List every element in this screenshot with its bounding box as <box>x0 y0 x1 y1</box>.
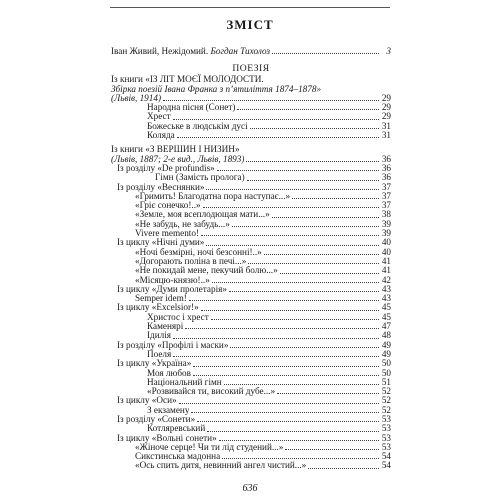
toc-entry-label: Vivere memento! <box>135 229 199 239</box>
dot-leader <box>285 449 379 450</box>
toc-entry[interactable]: Хрест 29 <box>147 111 391 122</box>
toc-entry-label: Ідилія <box>147 331 172 341</box>
toc-entry[interactable] <box>111 248 391 257</box>
toc-entry[interactable] <box>111 322 391 331</box>
dot-leader <box>193 366 379 367</box>
dot-leader <box>191 412 379 413</box>
page-number: 49 <box>381 348 391 359</box>
toc-entry[interactable]: Народна пісня (Сонет) 29 <box>147 102 391 113</box>
intro-author: Богдан Тихолоз <box>210 47 271 56</box>
dot-leader <box>224 384 379 385</box>
page-number: 40 <box>381 246 391 257</box>
page-number: 43 <box>381 283 391 294</box>
toc-entry-label: Моя любов <box>147 368 191 378</box>
dot-leader <box>264 254 379 255</box>
toc-entry-label: «Розвивайся ти, високий дубе...» <box>147 387 276 397</box>
dot-leader <box>229 291 379 292</box>
intro-label: Іван Живий, Нежідомий. <box>111 47 209 56</box>
toc-entry-label: Із розділу «De profundis» <box>117 163 215 173</box>
toc-entry[interactable] <box>111 238 391 247</box>
toc-entry[interactable] <box>111 303 391 312</box>
toc-entry-intro[interactable] <box>111 47 391 56</box>
page-number: 54 <box>381 460 391 471</box>
toc-entry[interactable] <box>111 424 391 433</box>
toc-entry[interactable] <box>111 387 391 396</box>
page-number: 36 <box>381 162 391 173</box>
toc-entry-label: «Земле, моя всеплодющая мати...» <box>135 210 270 220</box>
toc-entry-label: Із розділу «Сонети» <box>117 414 196 424</box>
dot-leader <box>272 53 379 54</box>
dot-leader <box>207 431 379 432</box>
page-number-footer: 636 <box>242 483 258 494</box>
page-number: 38 <box>381 209 391 220</box>
table-of-contents <box>111 47 391 471</box>
book-heading-1: Із книги «ІЗ ЛІТ МОЄЇ МОЛОДОСТИ. <box>111 74 264 85</box>
dot-leader <box>185 328 379 329</box>
toc-entry[interactable] <box>111 183 391 192</box>
page-number: 43 <box>381 293 391 304</box>
toc-entry-label: «Не покидай мене, пекучий болю...» <box>135 266 278 276</box>
dot-leader <box>212 282 379 283</box>
page-number: 53 <box>381 423 391 434</box>
dot-leader <box>248 263 379 264</box>
page-number: 52 <box>381 386 391 397</box>
book-subtitle-1: Збірка поезій Івана Франка з п’ятиліття 1874–1878» <box>111 83 322 94</box>
dot-leader <box>230 347 379 348</box>
toc-entry-label: Христос і хрест <box>147 312 209 322</box>
toc-entry-label: Гімн (Замість пролога) <box>155 173 245 183</box>
dot-leader <box>189 300 379 301</box>
toc-entry[interactable] <box>111 173 391 182</box>
toc-entry-label: «Гримить! Благодатна пора наступає...» <box>135 191 291 201</box>
toc-entry[interactable] <box>111 415 391 424</box>
toc-entry-label: З екзамену <box>147 405 190 415</box>
page-number: 37 <box>381 181 391 192</box>
page-number: 50 <box>381 367 391 378</box>
toc-entry[interactable]: Божеське в людськім дусі 31 <box>147 120 391 131</box>
toc-entry[interactable] <box>111 378 391 387</box>
toc-entry-label: «Місяцю-князю!..» <box>135 275 210 285</box>
dot-leader <box>206 245 379 246</box>
page-number: 50 <box>381 358 391 369</box>
toc-entry[interactable] <box>111 461 391 470</box>
toc-entry-book-1[interactable]: (Львів, 1914) 29 <box>111 92 391 103</box>
page-number: 52 <box>381 404 391 415</box>
dot-leader <box>201 235 379 236</box>
toc-entry[interactable] <box>111 434 391 443</box>
toc-entries <box>111 164 391 471</box>
toc-entry-book-2[interactable]: (Львів, 1887; 2-е вид., Львів, 1893) 36 <box>111 153 391 164</box>
toc-entry-label: «Ночі безмірні, ночі безсонні!..» <box>135 247 262 257</box>
toc-entry[interactable] <box>111 276 391 285</box>
toc-entry-label: Із розділу «Профілі і маски» <box>117 340 229 350</box>
dot-leader <box>206 189 379 190</box>
toc-entry[interactable] <box>111 369 391 378</box>
toc-entry[interactable] <box>111 406 391 415</box>
dot-leader <box>292 198 379 199</box>
dot-leader <box>211 319 379 320</box>
toc-entry[interactable] <box>111 192 391 201</box>
dot-leader <box>163 100 379 101</box>
toc-entry-label: Національний гімн <box>147 377 222 387</box>
toc-entry[interactable] <box>111 220 391 229</box>
toc-entry-label: Із циклу «Excelsior!» <box>117 303 199 313</box>
toc-entry[interactable]: Коляда 31 <box>147 130 391 141</box>
toc-entry[interactable] <box>111 164 391 173</box>
toc-entry[interactable] <box>111 396 391 405</box>
toc-entry[interactable] <box>111 452 391 461</box>
toc-entry[interactable] <box>111 350 391 359</box>
toc-entry[interactable] <box>111 229 391 238</box>
section-heading: ПОЕЗІЯ <box>232 63 270 75</box>
dot-leader <box>197 421 379 422</box>
toc-entry-label: «Жіноче серце! Чи ти лід студений...» <box>135 442 284 452</box>
page-number: 40 <box>381 237 391 248</box>
toc-entry-label: Із циклу «Україна» <box>117 359 192 369</box>
toc-entry-label: Із розділу «Веснянки» <box>117 182 205 192</box>
toc-entry[interactable] <box>111 313 391 322</box>
page-number: 42 <box>381 274 391 285</box>
dot-leader <box>246 161 379 162</box>
toc-entry[interactable] <box>111 443 391 452</box>
page-number: 41 <box>381 265 391 276</box>
dot-leader <box>232 226 379 227</box>
toc-entry-label: Із циклу «Оси» <box>117 396 177 406</box>
page-number: 3 <box>386 46 391 56</box>
toc-entry-label: Каменярі <box>147 322 184 332</box>
toc-entry-label: Із циклу «Думи пролетарія» <box>117 284 227 294</box>
page-number: 45 <box>381 311 391 322</box>
toc-entry-label: Поеля <box>147 349 172 359</box>
dot-leader <box>247 180 379 181</box>
toc-entry-label: «Догорають поліна в печі...» <box>135 256 247 266</box>
toc-entry-label: Semper idem! <box>135 294 187 304</box>
page-number: 47 <box>381 321 391 332</box>
dot-leader <box>203 207 379 208</box>
toc-entry-label: Котляревський <box>147 424 206 434</box>
toc-entry-label: «Ось спить дитя, невинний ангел чистий...» <box>135 461 307 471</box>
page-number: 36 <box>381 172 391 183</box>
page-number: 37 <box>381 190 391 201</box>
dot-leader <box>179 403 379 404</box>
toc-entry-label: Із циклу «Нічні думи» <box>117 238 205 248</box>
dot-leader <box>193 375 379 376</box>
toc-entry-label: Із циклу «Вольні сонети» <box>117 433 217 443</box>
dot-leader <box>217 170 379 171</box>
toc-entry[interactable] <box>111 341 391 350</box>
book-heading-2: Із книги «З ВЕРШИН І НИЗИН» <box>111 144 240 155</box>
page-number: 52 <box>381 395 391 406</box>
dot-leader <box>272 217 379 218</box>
page-number: 48 <box>381 330 391 341</box>
toc-entry[interactable] <box>111 266 391 275</box>
dot-leader <box>277 393 379 394</box>
dot-leader <box>222 458 379 459</box>
page-title: ЗМІСТ <box>226 17 274 32</box>
page-number: 37 <box>381 200 391 211</box>
dot-leader <box>280 273 379 274</box>
toc-entry-label: Сикстинська мадонна <box>135 452 221 462</box>
page-number: 49 <box>381 339 391 350</box>
toc-entry-label: «Гріє сонечко!..» <box>135 201 201 211</box>
page-number: 51 <box>381 376 391 387</box>
page-number: 39 <box>381 228 391 239</box>
page-number: 45 <box>381 302 391 313</box>
dot-leader <box>173 338 379 339</box>
toc-entry[interactable] <box>111 359 391 368</box>
page-number: 39 <box>381 218 391 229</box>
dot-leader <box>308 468 379 469</box>
toc-entry-label: «Не забудь, не забудь...» <box>135 219 230 229</box>
page-number: 53 <box>381 413 391 424</box>
page-number: 53 <box>381 432 391 443</box>
toc-entry[interactable] <box>111 294 391 303</box>
toc-entry[interactable] <box>111 285 391 294</box>
dot-leader <box>219 440 379 441</box>
toc-entry[interactable] <box>111 257 391 266</box>
page-number: 53 <box>381 441 391 452</box>
page-number: 41 <box>381 255 391 266</box>
page-number: 36 <box>381 153 391 164</box>
dot-leader <box>201 310 379 311</box>
toc-entry[interactable] <box>111 201 391 210</box>
page-number: 29 <box>381 92 391 103</box>
toc-entry[interactable] <box>111 210 391 219</box>
toc-entry[interactable] <box>111 331 391 340</box>
dot-leader <box>173 356 379 357</box>
page-number: 54 <box>381 451 391 462</box>
top-rule <box>110 7 390 8</box>
